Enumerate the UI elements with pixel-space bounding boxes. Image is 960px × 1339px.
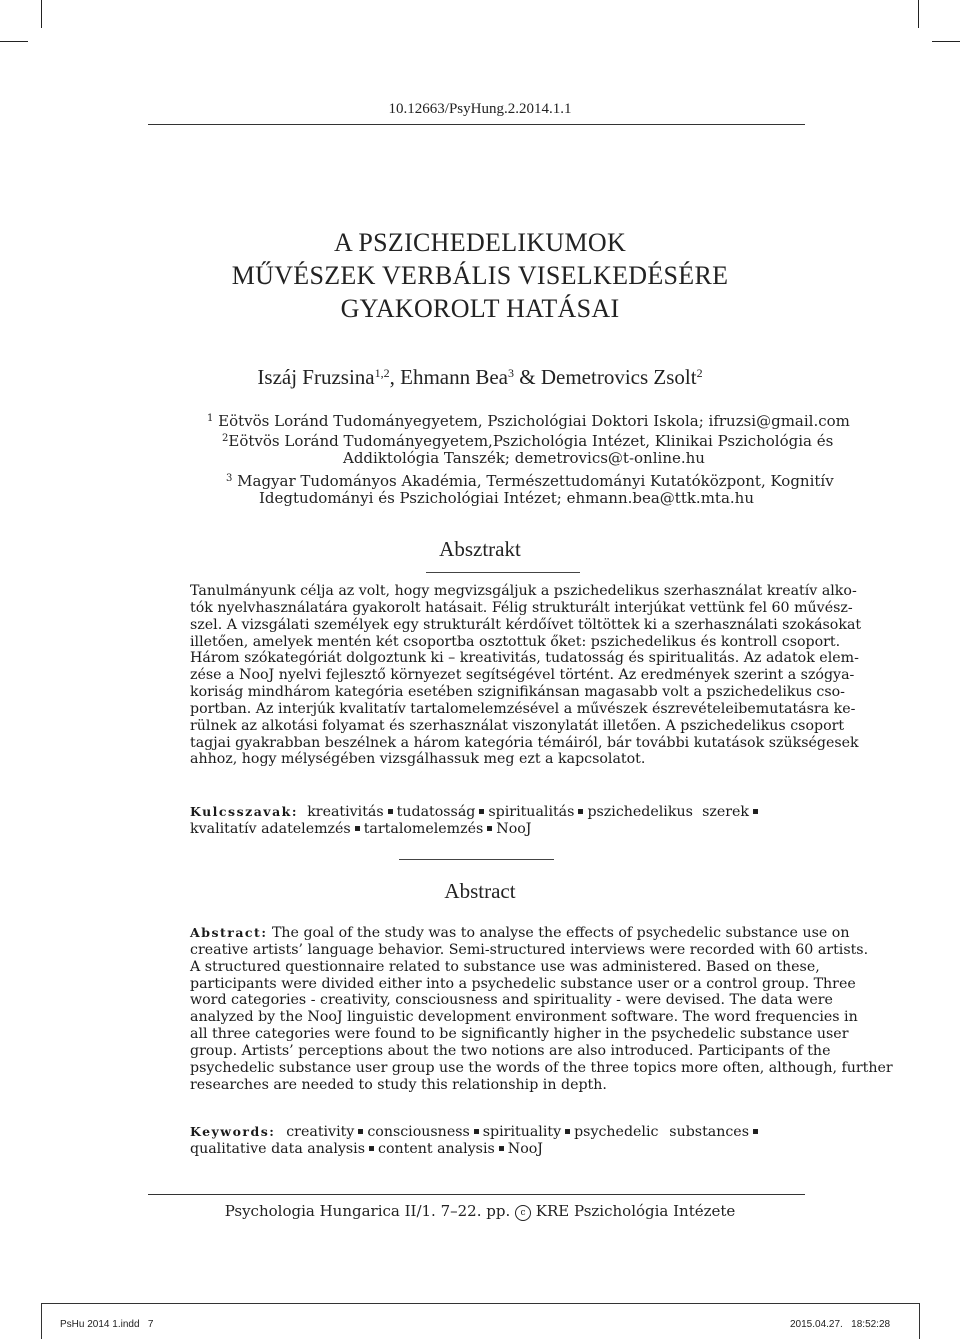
slug-filename: PsHu 2014 1.indd 7	[60, 1319, 154, 1330]
copyright-icon: c	[515, 1205, 531, 1221]
text-segment: The goal of the study was to analyse the effects of psychedelic substance use on	[271, 925, 850, 941]
keyword: qualitative data analysis	[190, 1141, 365, 1157]
publisher: KRE Pszichológia Intézete	[535, 1202, 736, 1220]
title-line: GYAKOROLT HATÁSAI	[340, 294, 620, 323]
section-rule	[399, 859, 554, 860]
text-line: Tanulmányunk célja az volt, hogy megvizsgáljuk a pszichedelikus szerhasználat kreatív alko-	[190, 583, 857, 599]
text-line: rülnek az alkotási folyamat és szerhasználat viszonylatát illetően. A pszichedelikus csoport	[190, 717, 845, 734]
keyword: creativity	[286, 1124, 355, 1140]
affiliation-text: Eötvös Loránd Tudományegyetem,Pszichológia Intézet, Klinikai Pszichológia és	[228, 432, 834, 450]
affiliation-text: Magyar Tudományos Akadémia, Természettudományi Kutatóközpont, Kognitív	[237, 472, 834, 490]
text-line: researches are needed to study this relationship in depth.	[190, 1076, 607, 1093]
affiliation-text: Eötvös Loránd Tudományegyetem, Pszichológiai Doktori Iskola; ifruzsi@gmail.com	[218, 412, 850, 430]
crop-mark	[932, 41, 960, 42]
crop-mark	[0, 41, 28, 42]
text-line: A structured questionnaire related to substance use was administered. Based on these,	[190, 958, 820, 975]
text-line: tagjai gyakrabban beszélnek a három kategória témáiról, bár további kutatások szükségesek	[190, 734, 859, 751]
affiliation-continued: Idegtudományi és Pszichológiai Intézet; ehmann.bea@ttk.mta.hu	[259, 489, 754, 507]
text-line: koriság mindhárom kategória esetében szignifikánsan magasabb volt a pszichedelikus cso-	[190, 684, 845, 701]
abstract-en-heading: Abstract	[444, 879, 516, 903]
bullet-square-icon	[753, 809, 758, 814]
text-line: all three categories were found to be significantly higher in the psychedelic substance user	[190, 1026, 849, 1043]
author-affiliation-mark: 1,2	[374, 366, 390, 380]
bullet-square-icon	[355, 826, 360, 831]
article-title	[0, 226, 960, 325]
keyword: kvalitatív adatelemzés	[190, 821, 351, 837]
doi-rule	[148, 124, 805, 125]
journal-citation: Psychologia Hungarica II/1. 7–22. pp.	[224, 1202, 511, 1220]
footer-rule	[148, 1194, 805, 1195]
keywords-label: Keywords:	[190, 1124, 276, 1139]
keywords-hu	[190, 803, 762, 838]
keyword: NooJ	[496, 821, 532, 837]
affiliation-continued: Addiktológia Tanszék; demetrovics@t-online.hu	[343, 449, 705, 467]
bullet-square-icon	[388, 809, 393, 814]
text-line: zése a NooJ nyelvi fejlesztő környezet segítségével történt. Az eredmények szerint a szógya-	[190, 667, 855, 684]
bullet-square-icon	[474, 1129, 479, 1134]
keyword: content analysis	[378, 1141, 495, 1157]
abstract-hu-body	[190, 583, 862, 768]
bullet-square-icon	[578, 809, 583, 814]
text-line: analyzed by the NooJ linguistic development environment software. The word frequencies in	[190, 1009, 858, 1026]
keyword: kreativitás	[307, 804, 384, 820]
keyword: pszichedelikus szerek	[587, 804, 750, 820]
keywords-label: Kulcsszavak:	[190, 804, 298, 819]
crop-mark	[41, 0, 42, 28]
bullet-square-icon	[487, 826, 492, 831]
text-line: participants were divided either into a psychedelic substance user or a control group. Three	[190, 975, 856, 992]
author-affiliation-mark: 2	[696, 366, 703, 380]
keyword: psychedelic substances	[574, 1124, 749, 1140]
keyword: consciousness	[367, 1124, 470, 1140]
crop-mark	[918, 0, 919, 28]
text-line: tók nyelvhasználatára gyakorolt hatásait. Félig strukturált interjúkat vettünk fel 60 művész-	[190, 599, 853, 616]
title-line: MŰVÉSZEK VERBÁLIS VISELKEDÉSÉRE	[231, 261, 729, 290]
author-separator: &	[514, 365, 541, 389]
text-line: ahhoz, hogy mélységében vizsgálhassuk meg ezt a kapcsolatot.	[190, 751, 646, 768]
affiliation-number: 3	[226, 473, 233, 484]
author-name: Demetrovics Zsolt	[540, 365, 697, 389]
abstract-en-body	[190, 925, 893, 1093]
author-affiliation-mark: 3	[508, 366, 515, 380]
keyword: spiritualitás	[488, 804, 575, 820]
abstract-hu-heading: Absztrakt	[439, 537, 521, 561]
keyword: tartalomelemzés	[363, 821, 484, 837]
text-line: group. Artists’ perceptions about the two notions are also introduced. Participants of the	[190, 1042, 831, 1059]
text-line: creative artists’ language behavior. Semi-structured interviews were recorded with 60 artists.	[190, 941, 869, 958]
abstract-label: Abstract:	[190, 925, 268, 940]
text-line: Három szókategóriát dolgoztunk ki – kreativitás, tudatosság és spiritualitás. Az adatok elem-	[190, 650, 859, 667]
bullet-square-icon	[753, 1129, 758, 1134]
bullet-square-icon	[499, 1146, 504, 1151]
text-line: word categories - creativity, consciousness and spirituality - were devised. The data were	[190, 992, 833, 1009]
text-line	[190, 925, 850, 942]
text-line: portban. Az interjúk kvalitatív tartalomelemzésével a művészek észrevételeibemutatásra ke-	[190, 700, 856, 717]
section-rule	[426, 572, 580, 573]
bullet-square-icon	[369, 1146, 374, 1151]
journal-footer	[0, 1202, 960, 1221]
keyword: spirituality	[482, 1124, 562, 1140]
text-line: psychedelic substance user group use the words of the three topics more often, although, further	[190, 1059, 893, 1076]
doi: 10.12663/PsyHung.2.2014.1.1	[388, 101, 572, 117]
keyword: tudatosság	[396, 804, 476, 820]
author-list	[0, 365, 960, 390]
affiliation-number: 2	[222, 433, 229, 444]
author-separator: ,	[389, 365, 401, 389]
bullet-square-icon	[358, 1129, 363, 1134]
slug-frame	[41, 1303, 920, 1339]
affiliation-number: 1	[207, 413, 214, 424]
text-line: illetően, amelyek mentén két csoportba osztottuk őket: pszichedelikus és kontroll csoport.	[190, 633, 841, 650]
keywords-en	[190, 1123, 762, 1158]
keyword: NooJ	[507, 1141, 543, 1157]
author-name: Ehmann Bea	[400, 365, 509, 389]
bullet-square-icon	[479, 809, 484, 814]
title-line: A PSZICHEDELIKUMOK	[333, 228, 627, 257]
slug-timestamp: 2015.04.27. 18:52:28	[790, 1319, 891, 1330]
bullet-square-icon	[565, 1129, 570, 1134]
author-name: Iszáj Fruzsina	[257, 365, 375, 389]
text-line: szel. A vizsgálati személyek egy strukturált kérdőívet töltöttek ki a szerhasználati szokásokat	[190, 616, 862, 633]
